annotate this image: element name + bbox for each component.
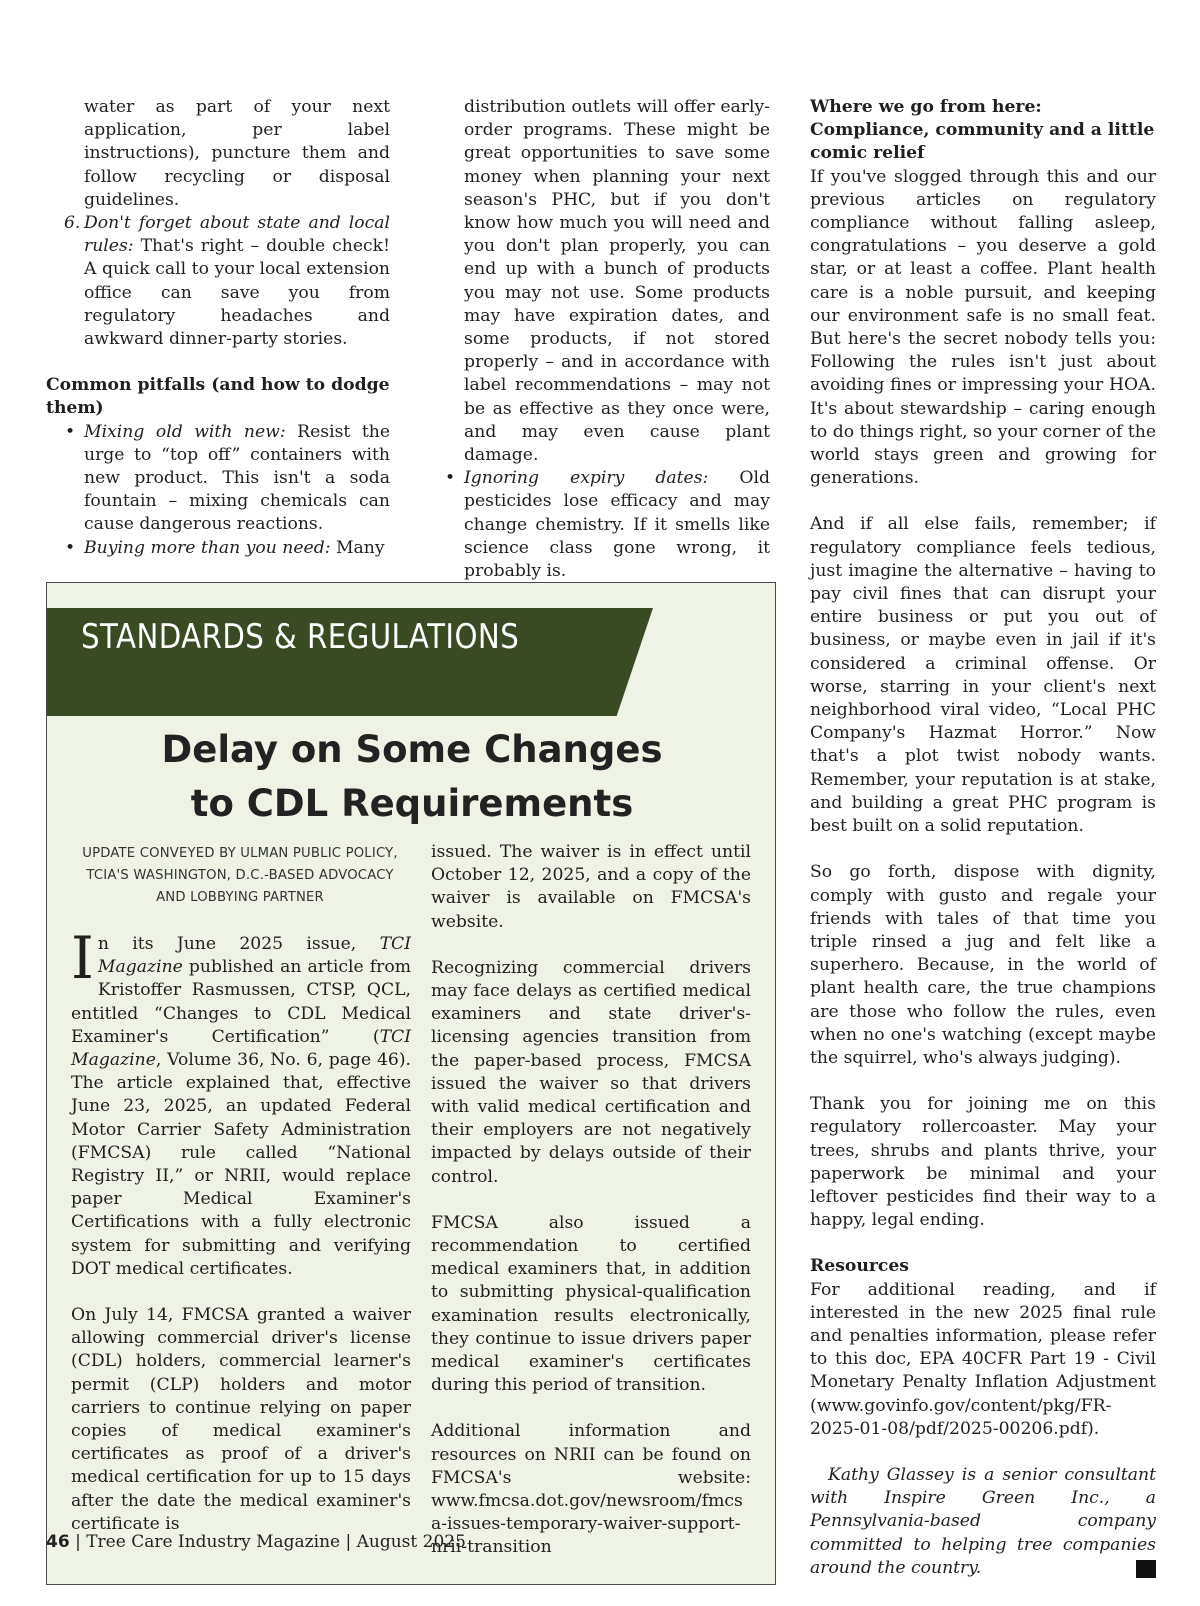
bullet-glyph: • xyxy=(65,537,76,558)
paragraph: On July 14, FMCSA granted a waiver allowing commercial driver's license (CDL) holders, commercial learner's permit (CLP) holders and motor carriers to continue relying on paper copies of medical examiner's certificates as proof of a driver's medical certification for up to 15 days after the date the medical examiner's certificate is xyxy=(71,1305,411,1534)
author-signoff xyxy=(810,1464,1156,1580)
column-1 xyxy=(46,96,390,560)
paragraph: FMCSA also issued a recommendation to certified medical examiners that, in addition to submitting physical-qualification examination results electronically, they continue to issue drivers paper medical examiner's certificates during this period of transition. xyxy=(431,1212,751,1396)
bullet-continuation: distribution outlets will offer early-order programs. These might be great opportunities to save some money when planning your next season's PHC, but if you don't know how much you will need and you don't plan properly, you can end up with a bunch of products you may not use. Some products may have expiration dates, and some products, if not stored properly – and in accordance with label recommendations – may not be as effective as they once were, and may even cause plant damage. xyxy=(464,97,770,466)
footer-text: | Tree Care Industry Magazine | August 2025 xyxy=(69,1532,466,1552)
column-3 xyxy=(810,96,1156,1580)
title-line: to CDL Requirements xyxy=(190,782,634,825)
bullet-text: Many xyxy=(330,537,385,558)
byline-line: TCIA'S WASHINGTON, D.C.-BASED ADVOCACY xyxy=(86,868,394,883)
pitfalls-heading: Common pitfalls (and how to dodge them) xyxy=(46,375,390,419)
bullet-item xyxy=(426,467,770,583)
bullet-item xyxy=(46,421,390,537)
banner-label: STANDARDS & REGULATIONS xyxy=(81,617,520,657)
sidebar-title xyxy=(47,723,777,831)
bullet-text: Resist the urge to “top off” containers with new product. This isn't a soda fountain – mixing chemicals can cause dangerous reactions. xyxy=(84,421,390,535)
list-item-lead: Don't forget about state and local rules: xyxy=(84,213,390,257)
byline-line: UPDATE CONVEYED BY ULMAN PUBLIC POLICY, xyxy=(82,846,398,861)
drop-cap: I xyxy=(71,924,94,992)
paragraph: So go forth, dispose with dignity, comply with gusto and regale your friends with tales of that time you triple rinsed a jug and felt like a superhero. Because, in the world of plant health care, the true champions are those who follow the rules, even when no one's watching (except maybe the squirrel, who's always judging). xyxy=(810,862,1156,1068)
bullet-glyph: • xyxy=(65,421,76,442)
resources-heading: Resources xyxy=(810,1256,909,1277)
sidebar-column-1 xyxy=(71,924,411,1536)
byline xyxy=(71,843,409,909)
text: published an article from Kristoffer Rasmussen, CTSP, QCL, entitled “Changes to CDL Medical Examiner's Certification” ( xyxy=(71,957,411,1047)
bullet-text: Old pesticides lose efficacy and may change chemistry. If it smells like science class gone wrong, it probably is. xyxy=(464,468,770,582)
bullet-glyph: • xyxy=(445,468,456,489)
list-item-text: That's right – double check! A quick call to your local extension office can save you from regulatory headaches and awkward dinner-party stories. xyxy=(84,236,390,350)
text: , Volume 36, No. 6, page 46). The article explained that, effective June 23, 2025, an updated Federal Motor Carrier Safety Administration (FMCSA) rule called “National Registry II,” or NRII, would replace paper Medical Examiner's Certifications with a fully electronic system for submitting and verifying DOT medical certificates. xyxy=(71,1050,411,1279)
page-footer xyxy=(46,1532,466,1552)
section-heading: Where we go from here: Compliance, community and a little comic relief xyxy=(810,97,1155,164)
bullet-lead: Ignoring expiry dates: xyxy=(464,468,709,489)
paragraph xyxy=(71,924,411,1281)
bullet-lead: Buying more than you need: xyxy=(84,537,331,558)
text: n its June 2025 issue, xyxy=(97,934,380,954)
column-2 xyxy=(426,96,770,583)
paragraph: issued. The waiver is in effect until October 12, 2025, and a copy of the waiver is available on FMCSA's website. xyxy=(431,842,751,932)
title-line: Delay on Some Changes xyxy=(161,728,663,771)
paragraph: Recognizing commercial drivers may face delays as certified medical examiners and state driver's-licensing agencies transition from the paper-based process, FMCSA issued the waiver so that drivers with valid medical certification and their employers are not negatively impacted by delays outside of their control. xyxy=(431,957,751,1187)
paragraph: Additional information and resources on NRII can be found on FMCSA's website: www.fmcsa.dot.gov/newsroom/fmcsa-issues-temporary-waiver-support-nrii-transition xyxy=(431,1421,751,1558)
list-item-6 xyxy=(46,212,390,351)
bullet-lead: Mixing old with new: xyxy=(84,421,286,442)
paragraph: If you've slogged through this and our previous articles on regulatory compliance without falling asleep, congratulations – you deserve a gold star, or at least a coffee. Plant health care is a noble pursuit, and keeping our environment safe is no small feat. But here's the secret nobody tells you: Following the rules isn't just about avoiding fines or impressing your HOA. It's about stewardship – caring enough to do things right, so your corner of the world stays green and growing for generations. xyxy=(810,166,1156,489)
paragraph: And if all else fails, remember; if regulatory compliance feels tedious, just imagine the alternative – having to pay civil fines that can disrupt your entire business or put you out of business, or maybe even in jail if it's considered a criminal offense. Or worse, starring in your client's next neighborhood viral video, “Local PHC Company's Hazmat Horror.” Now that's a plot twist nobody wants. Remember, your reputation is at stake, and building a great PHC program is best built on a solid reputation. xyxy=(810,514,1156,837)
list-number: 6. xyxy=(64,213,81,234)
resources-text: For additional reading, and if interested in the new 2025 final rule and penalties information, please refer to this doc, EPA 40CFR Part 19 - Civil Monetary Penalty Inflation Adjustment (www.govinfo.gov/content/pkg/FR-2025-01-08/pdf/2025-00206.pdf). xyxy=(810,1279,1156,1439)
signoff-text: Kathy Glassey is a senior consultant with Inspire Green Inc., a Pennsylvania-based company committed to helping tree companies around the country. xyxy=(810,1464,1156,1578)
byline-line: AND LOBBYING PARTNER xyxy=(156,890,324,905)
standards-sidebar xyxy=(46,582,776,1585)
sidebar-column-2 xyxy=(431,841,751,1560)
paragraph: Thank you for joining me on this regulatory rollercoaster. May your trees, shrubs and plants thrive, your paperwork be minimal and your leftover pesticides find their way to a happy, legal ending. xyxy=(810,1094,1156,1231)
magazine-name: TCI Magazine xyxy=(97,934,411,978)
end-mark-icon xyxy=(1136,1560,1156,1578)
list-continuation: water as part of your next application, per label instructions), puncture them and follow recycling or disposal guidelines. xyxy=(84,97,390,210)
page-number: 46 xyxy=(46,1532,70,1552)
bullet-item xyxy=(46,537,390,560)
magazine-name: TCI Magazine xyxy=(71,1026,411,1071)
